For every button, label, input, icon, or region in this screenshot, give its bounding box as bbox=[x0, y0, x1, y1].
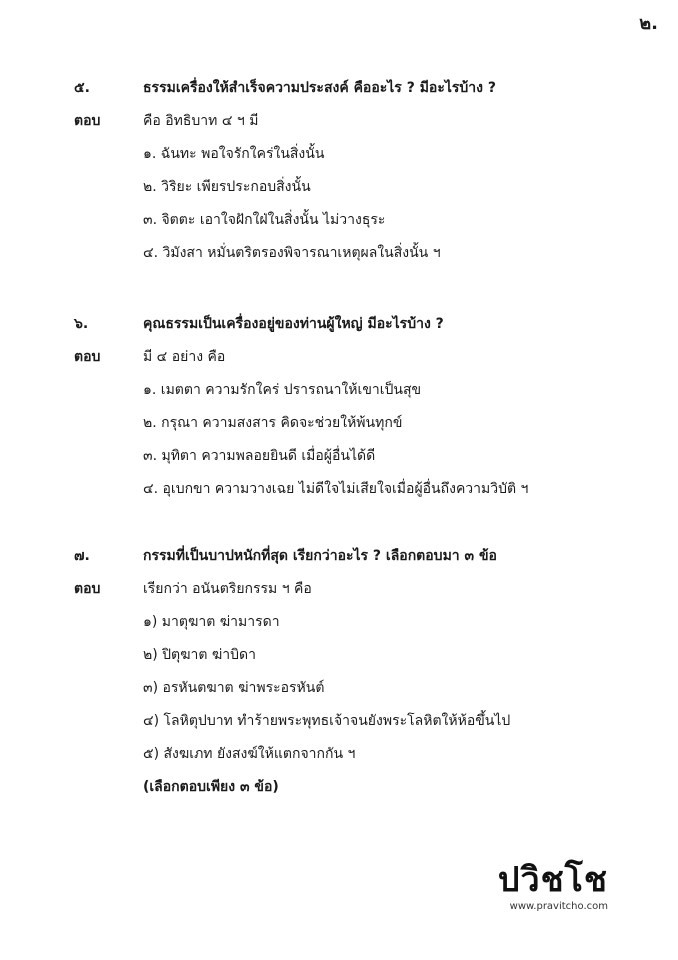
question-text: กรรมที่เป็นบาปหนักที่สุด เรียกว่าอะไร ? เลือกตอบมา ๓ ข้อ bbox=[143, 548, 497, 564]
list-item bbox=[0, 606, 678, 639]
answer-row bbox=[0, 573, 678, 606]
answer-text: เรียกว่า อนันตริยกรรม ฯ คือ bbox=[143, 581, 312, 597]
note-row bbox=[0, 771, 678, 804]
list-item-text: ๑. ฉันทะ พอใจรักใคร่ในสิ่งนั้น bbox=[143, 146, 325, 162]
list-item-text: ๒) ปิตุฆาต ฆ่าบิดา bbox=[143, 647, 257, 663]
question-text: คุณธรรมเป็นเครื่องอยู่ของท่านผู้ใหญ่ มีอะไรบ้าง ? bbox=[143, 316, 444, 332]
qa-block-6 bbox=[0, 308, 678, 506]
list-item-text: ๒. กรุณา ความสงสาร คิดจะช่วยให้พ้นทุกข์ bbox=[143, 415, 403, 431]
list-item-text: ๓. มุทิตา ความพลอยยินดี เมื่อผู้อื่นได้ดี bbox=[143, 448, 376, 464]
page-number: ๒. bbox=[639, 13, 658, 34]
logo-url: www.pravitcho.com bbox=[509, 901, 608, 912]
answer-text: มี ๔ อย่าง คือ bbox=[143, 349, 226, 365]
list-item bbox=[0, 204, 678, 237]
answer-text: คือ อิทธิบาท ๔ ฯ มี bbox=[143, 113, 259, 129]
list-item bbox=[0, 473, 678, 506]
list-item-text: ๔) โลหิตุปบาท ทำร้ายพระพุทธเจ้าจนยังพระโลหิตให้ห้อขึ้นไป bbox=[143, 713, 511, 729]
list-item bbox=[0, 374, 678, 407]
qa-block-5 bbox=[0, 72, 678, 270]
list-item-text: ๕) สังฆเภท ยังสงฆ์ให้แตกจากกัน ฯ bbox=[143, 746, 356, 762]
list-item bbox=[0, 138, 678, 171]
list-item bbox=[0, 639, 678, 672]
list-item-text: ๔. วิมังสา หมั่นตริตรองพิจารณาเหตุผลในสิ่งนั้น ฯ bbox=[143, 245, 441, 261]
question-number: ๗. bbox=[74, 548, 90, 564]
question-text: ธรรมเครื่องให้สำเร็จความประสงค์ คืออะไร ? มีอะไรบ้าง ? bbox=[143, 80, 496, 96]
qa-block-7 bbox=[0, 540, 678, 804]
list-item-text: ๓) อรหันตฆาต ฆ่าพระอรหันต์ bbox=[143, 680, 325, 696]
list-item-text: ๔. อุเบกขา ความวางเฉย ไม่ดีใจไม่เสียใจเมื่อผู้อื่นถึงความวิบัติ ฯ bbox=[143, 481, 529, 497]
note-text: (เลือกตอบเพียง ๓ ข้อ) bbox=[143, 779, 279, 795]
answer-row bbox=[0, 105, 678, 138]
list-item-text: ๑. เมตตา ความรักใคร่ ปรารถนาให้เขาเป็นสุข bbox=[143, 382, 422, 398]
list-item bbox=[0, 237, 678, 270]
list-item bbox=[0, 738, 678, 771]
question-row bbox=[0, 308, 678, 341]
logo bbox=[498, 861, 608, 912]
answer-label: ตอบ bbox=[74, 349, 101, 365]
logo-mark: ปวิชโช bbox=[497, 860, 608, 900]
question-number: ๖. bbox=[74, 316, 89, 332]
list-item bbox=[0, 171, 678, 204]
question-row bbox=[0, 72, 678, 105]
list-item bbox=[0, 705, 678, 738]
question-number: ๕. bbox=[74, 80, 90, 96]
list-item-text: ๓. จิตตะ เอาใจฝักใฝ่ในสิ่งนั้น ไม่วางธุระ bbox=[143, 212, 386, 228]
list-item bbox=[0, 440, 678, 473]
answer-label: ตอบ bbox=[74, 581, 101, 597]
question-row bbox=[0, 540, 678, 573]
answer-row bbox=[0, 341, 678, 374]
list-item-text: ๒. วิริยะ เพียรประกอบสิ่งนั้น bbox=[143, 179, 311, 195]
list-item-text: ๑) มาตุฆาต ฆ่ามารดา bbox=[143, 614, 280, 630]
answer-label: ตอบ bbox=[74, 113, 101, 129]
list-item bbox=[0, 672, 678, 705]
list-item bbox=[0, 407, 678, 440]
